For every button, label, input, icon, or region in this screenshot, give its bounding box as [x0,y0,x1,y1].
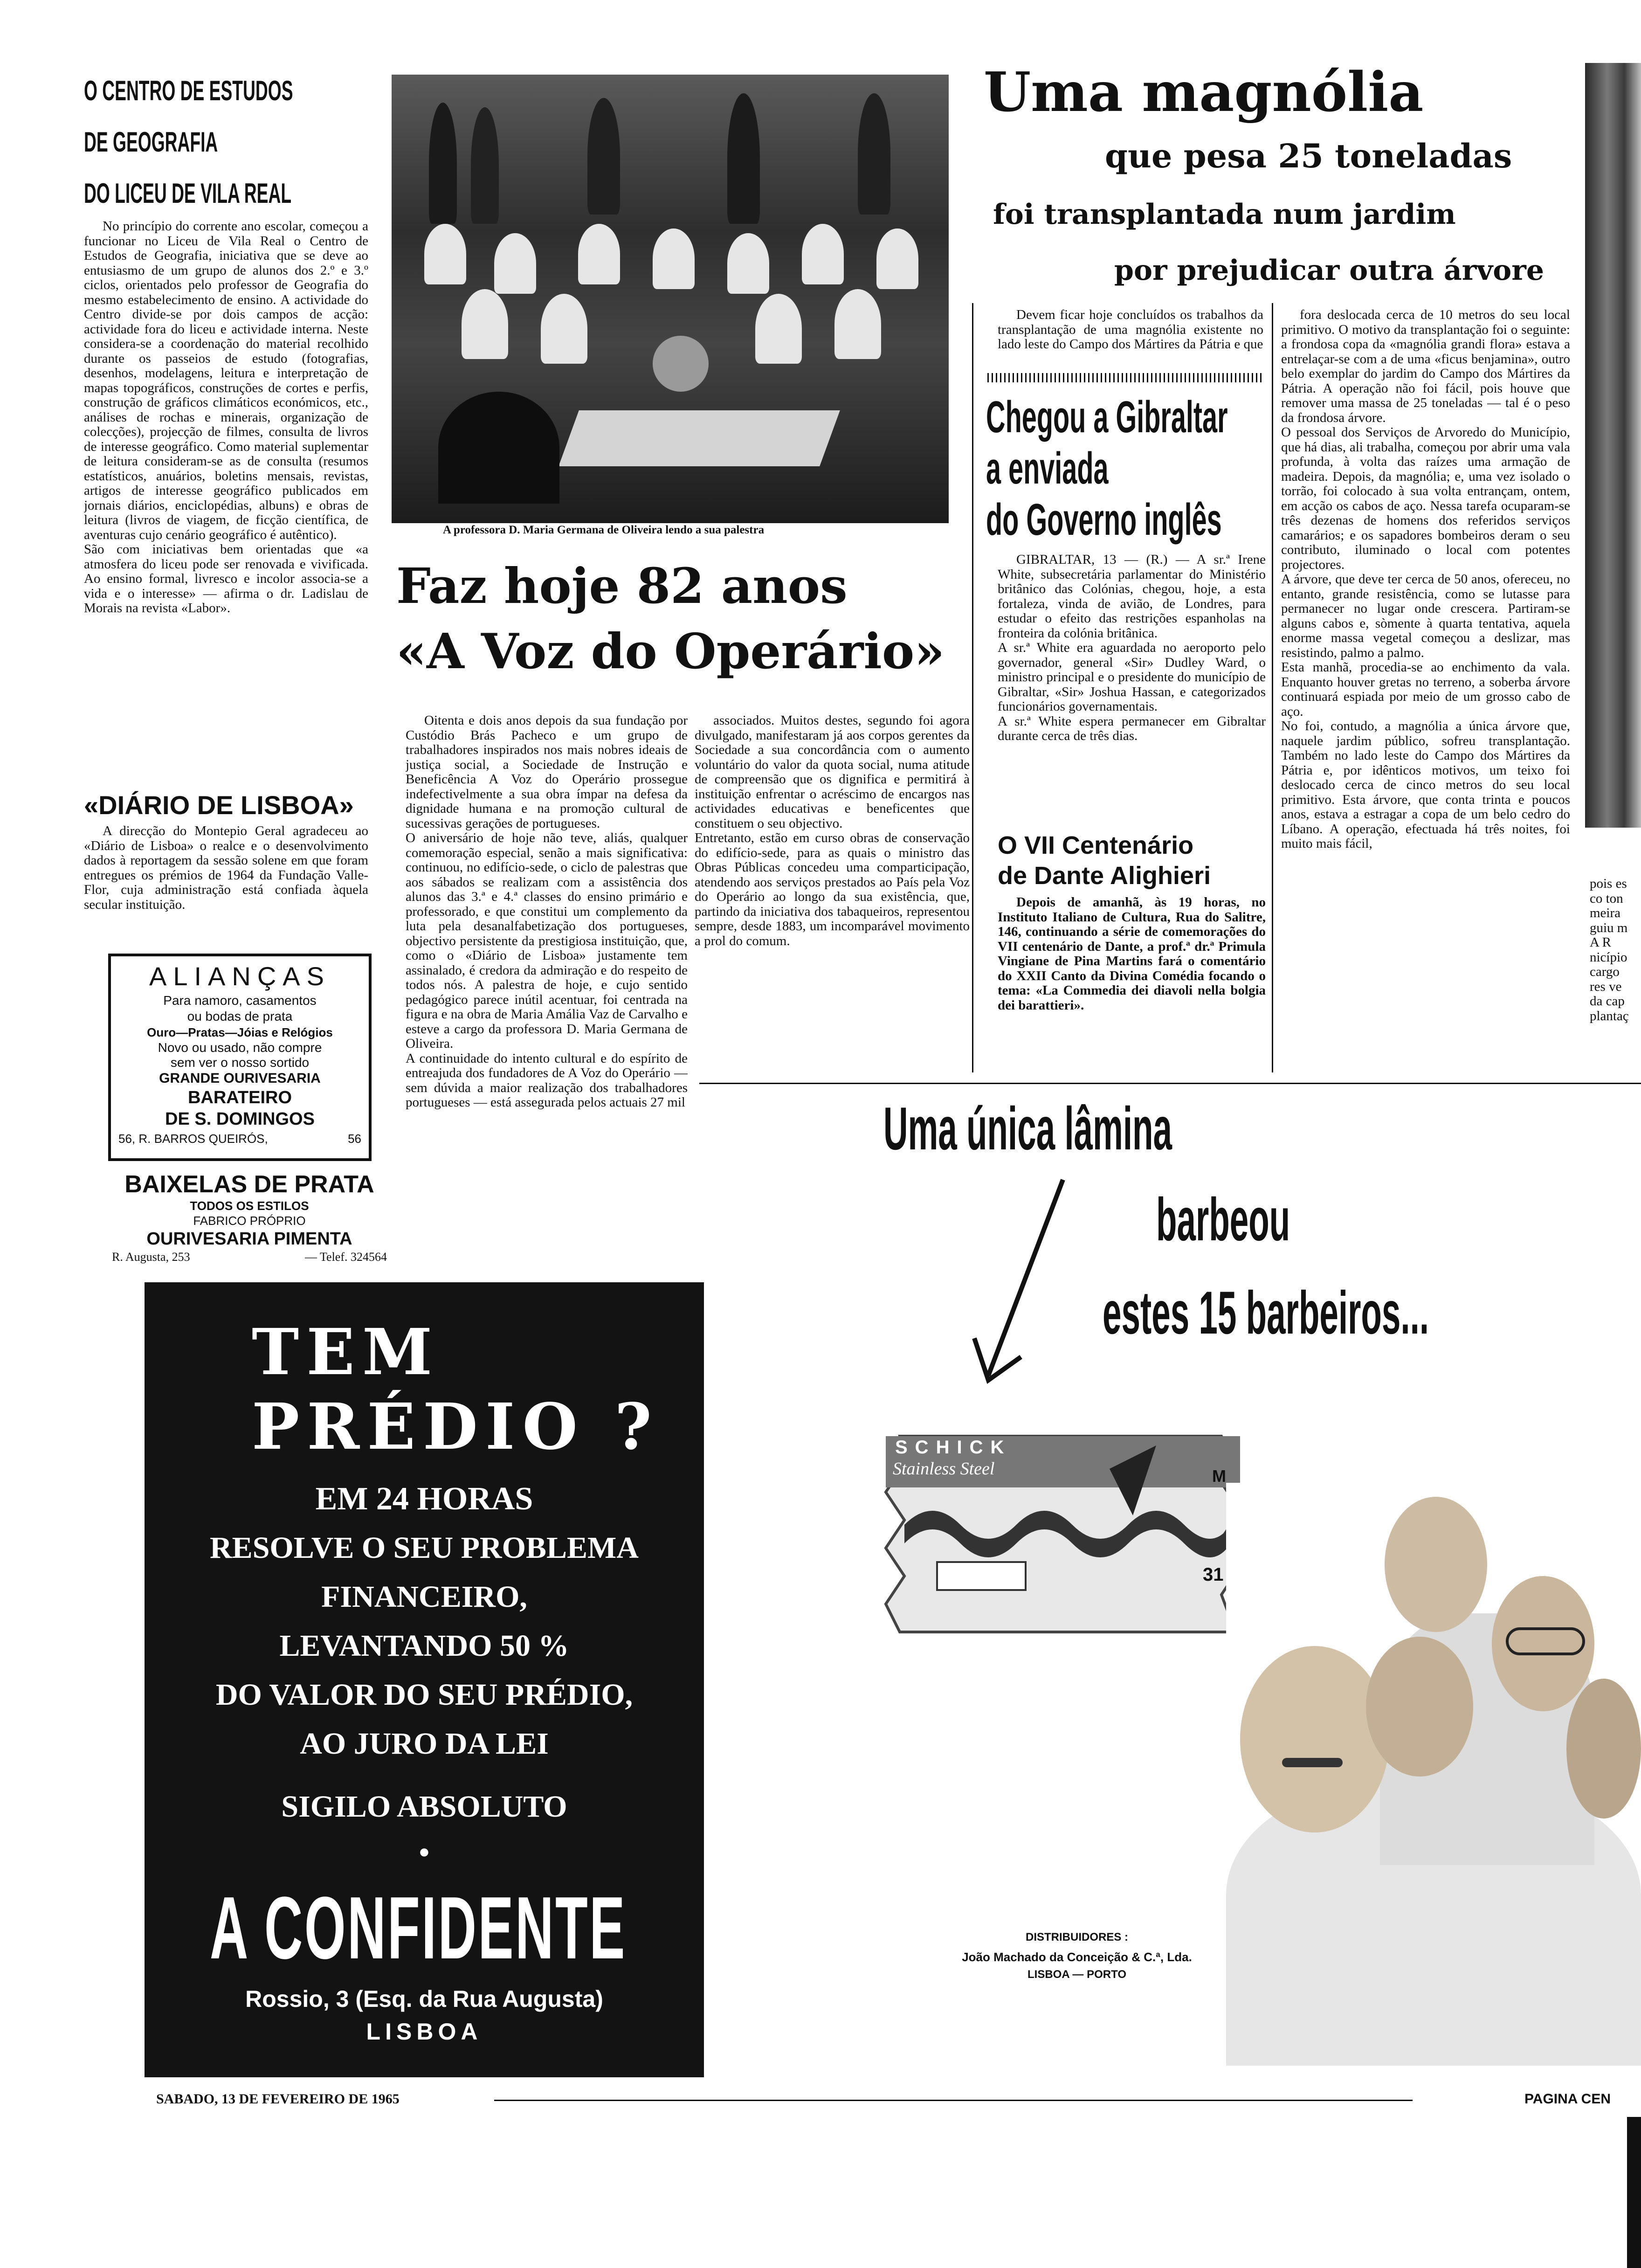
horizontal-rule [699,1083,1641,1084]
aliancas-line3: Ouro—Pratas—Jóias e Relógios [147,1025,333,1039]
centro-article [84,75,368,783]
predio-line4: RESOLVE O SEU PROBLEMA [210,1531,639,1565]
centro-headline-1: O CENTRO DE ESTUDOS [84,75,293,106]
predio-line3: EM 24 HORAS [315,1481,533,1517]
footer-date: SABADO, 13 DE FEVEREIRO DE 1965 [156,2091,400,2107]
predio-line1: TEM [252,1315,440,1390]
diario-headline: «DIÁRIO DE LISBOA» [84,790,354,820]
footer-rule [494,2100,1413,2101]
blade-subtitle: Stainless Steel [893,1459,995,1479]
voz-body-col2: associados. Muitos destes, segundo foi agora divulgado, manifestaram já aos corpos gerentes da Sociedade a sua concordância com o aumento voluntário do valor da quota social, numa atitude de compreensão que os dignifica e permitirá à instituição enfrentar o acréscimo de encargos nas actividades educativas e beneficentes que constituem o seu objectivo. Entretanto, estão em curso obras de conservação do edifício-sede, para as quais o ministro das Obras Públicas concedeu uma comparticipação, atendendo aos serviços prestados ao País pela Voz do Operário ao longo da sua existência, que, partindo da iniciativa dos tabaqueiros, representou sempre, desde 1883, um incomparável movimento a prol do comum. [695,713,970,948]
gibraltar-headline-1: Chegou a Gibraltar [986,392,1228,442]
speaker-figure [438,392,559,504]
aliancas-line1: Para namoro, casamentos [163,993,317,1008]
aliancas-line7: BARATEIRO [187,1088,292,1107]
aliancas-ad [108,954,372,1161]
diario-body: A direcção do Montepio Geral agradeceu ao «Diário de Lisboa» o realce e o desenvolvimento dados à reportagem da sessão solene em que foram entregues os prémios de 1964 da Fundação Valle-Flor, cuja administração está confiada àquela secular instituição. [84,823,368,912]
child-white-coat [494,233,536,294]
baixelas-line2: FABRICO PRÓPRIO [193,1214,306,1228]
magnolia-headline-4: por prejudicar outra árvore [1114,254,1544,287]
classroom-photo [392,75,949,523]
distributors-city: LISBOA — PORTO [1027,1968,1126,1981]
barber-face [1240,1646,1389,1832]
barbers-photo [1226,1483,1641,2066]
child-white-coat [653,228,695,289]
child-white-coat [727,233,769,294]
child-white-coat [876,228,918,289]
child-white-coat [578,224,620,284]
dante-body: Depois de amanhã, às 19 horas, no Instituto Italiano de Cultura, Rua do Salitre, 146, continuando a série de comemorações do VII centenário de Dante, a prof.ª dr.ª Primula Vingiane de Pina Martins fará o comentário do XXII Canto da Divina Comédia focando o tema: «La Commedia dei diavoli nella bolgia dei barattieri». [998,895,1266,1013]
child-white-coat [834,289,881,359]
aliancas-address-left: 56, R. BARROS QUEIRÓS, [118,1132,268,1146]
aliancas-line4: Novo ou usado, não compre [158,1040,322,1055]
predio-city: LISBOA [366,2019,483,2045]
predio-line2: PRÉDIO ? [252,1390,660,1464]
footer-page: PAGINA CEN [1524,2091,1611,2107]
baixelas-title: BAIXELAS DE PRATA [124,1171,374,1198]
magnolia-headline-2: que pesa 25 toneladas [1105,137,1512,175]
barber-face [1385,1497,1487,1632]
aliancas-line8: DE S. DOMINGOS [165,1109,315,1129]
predio-line7: DO VALOR DO SEU PRÉDIO, [215,1678,633,1712]
centro-body: No princípio do corrente ano escolar, começou a funcionar no Liceu de Vila Real o Centro de Estudos de Geografia, iniciativa que se deve ao entusiasmo de um grupo de alunos dos 2.º e 3.º ciclos, orientados pelo professor de Geografia do mesmo estabelecimento de ensino. A actividade do Centro divide-se por dois campos de acção: actividade fora do liceu e actividade interna. Neste considera-se a coordenação do material recolhido durante os passeios de estudo (fotografias, desenhos, modelagens, leitura e interpretação de mapas topográficos, construções de cortes e perfis, construção de gráficos climáticos económicos, etc., análises de rochas e minerais, organização de colecções), projecção de filmes, consulta de livros de interesse geográfico. Como material suplementar de leitura consideram-se as de consulta (resumos estatísticos, anuários, boletins mensais, revistas, artigos de interesse geográfico publicados em jornais diários, enciclopédias, albuns) e obras de leitura (livros de viagem, de ficção científica, de aventuras cujo cenário geográfico é autêntico). São com iniciativas bem orientadas que «a atmosfera do liceu pode ser renovada e vivificada. Ao ensino formal, livresco e incolor associa-se a vida e o interesse» — afirma o dr. Ladislau de Morais na revista «Labor». [84,219,368,615]
voz-headline-1: Faz hoje 82 anos [396,557,848,615]
flower-vase [653,336,709,392]
barber-face [1366,1637,1473,1777]
magnolia-headline-1: Uma magnólia [984,61,1424,124]
blade-number: 31 [1203,1564,1224,1585]
aliancas-address-right: 56 [348,1132,361,1146]
predio-line8: AO JURO DA LEI [300,1727,549,1761]
aliancas-line6: GRANDE OURIVESARIA [159,1071,321,1086]
schick-headline-1: Uma única lâmina [883,1094,1172,1162]
article-divider [987,373,1262,382]
child-white-coat [462,289,508,359]
blade-brand: SCHICK [895,1437,1012,1458]
child-white-coat [424,224,466,284]
aliancas-title: ALIANÇAS [149,961,331,991]
magnolia-far-right-column: pois es co ton meira guiu m A R nicípio cargo res ve da cap plantaç [1590,877,1629,1023]
column-rule [972,303,973,1072]
aliancas-address [111,1130,369,1148]
glasses-icon [1506,1627,1585,1655]
centro-headline-3: DO LICEU DE VILA REAL [84,178,292,209]
barber-face [1566,1679,1641,1819]
predio-bullet: • [416,1837,433,1870]
gibraltar-body: GIBRALTAR, 13 — (R.) — A sr.ª Irene White, subsecretária parlamentar do Ministério britânico das Colónias, chegou, hoje, a esta fortaleza, vinda de avião, de Londres, para estudar o efeito das restrições espanholas na fronteira da colónia britânica. A sr.ª White era aguardada no aeroporto pelo governador, general «Sir» Dudley Ward, o ministro principal e o presidente do município de Gibraltar, «Sir» Joshua Hassan, e categorizados funcionários governamentais. A sr.ª White espera permanecer em Gibraltar durante cerca de três dias. [998,553,1266,743]
table-lectern [558,410,840,466]
column-rule [1272,303,1273,1072]
child-white-coat [802,224,844,284]
aliancas-line5: sem ver o nosso sortido [170,1055,310,1070]
dante-headline-2: de Dante Alighieri [998,862,1211,890]
magnolia-body-col1: Devem ficar hoje concluídos os trabalhos da transplantação de uma magnólia existente no lado leste do Campo dos Mártires da Pátria e que [998,308,1263,352]
baixelas-address [112,1250,387,1265]
standing-figure [587,98,620,214]
arrow-icon [970,1175,1072,1390]
child-white-coat [755,294,802,364]
baixelas-address-left: R. Augusta, 253 [112,1250,190,1264]
predio-line6: LEVANTANDO 50 % [279,1629,569,1663]
aliancas-line2: ou bodas de prata [187,1009,293,1023]
magnolia-headline-3: foi transplantada num jardim [993,198,1456,231]
schick-headline-2: barbeou [1156,1185,1290,1253]
predio-line5: FINANCEIRO, [321,1580,527,1614]
page-edge-mark [1627,2117,1641,2268]
blade-m-mark: M [1212,1466,1226,1486]
baixelas-address-right: — Telef. 324564 [304,1250,387,1264]
standing-figure [471,107,499,224]
dante-headline-1: O VII Centenário [998,831,1194,859]
gibraltar-headline-3: do Governo inglês [986,495,1222,545]
photo-caption: A professora D. Maria Germana de Oliveira lendo a sua palestra [443,524,765,536]
distributors-name: João Machado da Conceição & C.ª, Lda. [962,1950,1192,1964]
magnolia-tree-photo [1585,63,1641,828]
magnolia-body-col2: fora deslocada cerca de 10 metros do seu local primitivo. O motivo da transplantação foi o seguinte: a frondosa copa da «magnólia grandi flora» estava a entrelaçar-se com a de uma «ficus benjamina», outro belo exemplar do jardim do Campo dos Mártires da Pátria. A operação não foi fácil, pois houve que remover uma massa de 25 toneladas — tal é o peso da frondosa árvore. O pessoal dos Serviços de Arvoredo do Município, que há dias, ali trabalha, começou por abrir uma vala profunda, à volta das raízes uma armação de madeira. Depois, da magnólia; e, uma vez isolado o torrão, foi colocado à sua volta entrançam, ontem, em acção os cabos de aço. Nessa tarefa ocuparam-se três dezenas de homens dos referidos serviços camarários; e os sapadores bombeiros deram o seu contributo, iluminado o local com potentes projectores. A árvore, que deve ter cerca de 50 anos, ofereceu, no entanto, grande resistência, como se lutasse para permanecer no lugar onde crescera. Partiram-se alguns cabos e, sòmente à quarta tentativa, aquela enorme massa vegetal começou a deslizar, mas resistindo, palmo a palmo. Esta manhã, procedia-se ao enchimento da vala. Enquanto houver gretas no terreno, a soberba árvore continuará espiada por meio de um grosso cabo de aço. No foi, contudo, a magnólia a única árvore que, naquele jardim público, sofreu transplantação. Também no lado leste do Campo dos Mártires da Pátria e, por idênticos motivos, um teixo foi deslocado cerca de cinco metros do seu local primitivo. Esta árvore, que conta trinta e poucos anos, estava a estragar a copa de um belo cedro do Líbano. A operação, efectuada há três noites, foi muito mais fácil, [1281,308,1570,851]
baixelas-line3: OURIVESARIA PIMENTA [146,1229,352,1249]
distributors-label: DISTRIBUIDORES : [1025,1931,1128,1943]
standing-figure [858,93,890,214]
standing-figure [727,93,760,224]
predio-brand: A CONFIDENTE [210,1879,627,1978]
predio-address: Rossio, 3 (Esq. da Rua Augusta) [245,1986,603,2012]
diario-article [84,790,368,935]
baixelas-ad [112,1170,387,1275]
baixelas-line1: TODOS OS ESTILOS [190,1199,309,1213]
voz-body-col1: Oitenta e dois anos depois da sua fundação por Custódio Brás Pacheco e um grupo de trabalhadores inspirados nos mais nobres ideais de justiça social, a Sociedade de Instrução e Beneficência A Voz do Operário prossegue indefectivelmente a sua obra ímpar na defesa da dignidade humana e na promoção cultural de sucessivas gerações de portugueses. O aniversário de hoje não teve, aliás, qualquer comemoração especial, senão a mais significativa: continuou, no edifício-sede, o ciclo de palestras que aos sábados se realizam com a assistência dos alunos das 3.ª e 4.ª classes do ensino primário e professorado, e que constitui um complemento da luta pela desanalfabetização dos portugueses, objectivo persistente da prestigiosa instituição, que, como o «Diário de Lisboa» justamente tem assinalado, é credora da admiração e do respeito de todos nós. A palestra de hoje, e cujo sentido pedagógico parece inútil acentuar, foi centrada na figura e na obra de Maria Amália Vaz de Carvalho e esteve a cargo da professora D. Maria Germana de Oliveira. A continuidade do intento cultural e do espírito de entreajuda dos fundadores de A Voz do Operário — sem dúvida a maior realização dos trabalhadores portugueses — está assegurada pelos actuais 27 mil [406,713,688,1110]
gibraltar-headline-2: a enviada [986,443,1109,493]
schick-headline-3: estes 15 barbeiros... [1103,1279,1429,1347]
mustache-icon [1282,1758,1343,1767]
centro-headline-2: DE GEOGRAFIA [84,126,218,158]
child-white-coat [541,294,587,364]
predio-line9: SIGILO ABSOLUTO [281,1790,567,1824]
standing-figure [429,103,457,224]
predio-ad [145,1282,704,2077]
voz-headline-2: «A Voz do Operário» [396,622,945,680]
